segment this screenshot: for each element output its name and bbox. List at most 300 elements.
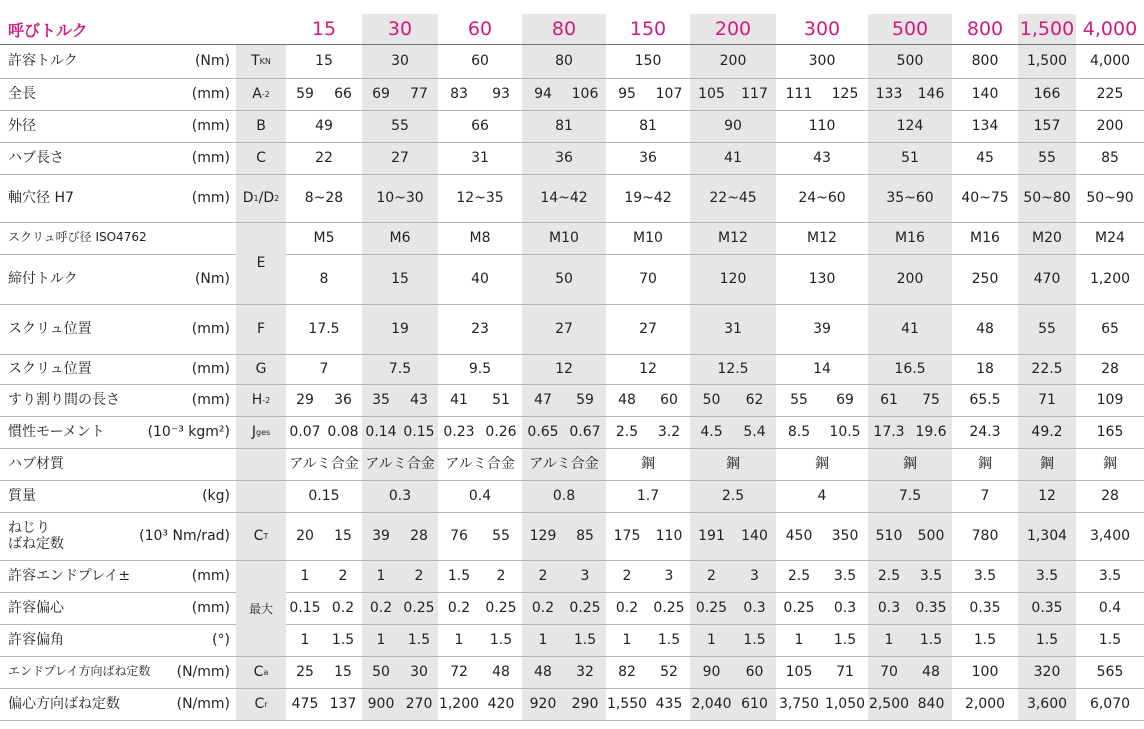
table-cell: 470 — [1033, 271, 1061, 287]
table-cell: 3 — [750, 568, 759, 584]
table-cell: 500 — [917, 528, 945, 544]
table-cell: 3 — [580, 568, 590, 584]
table-cell: 47 — [534, 392, 552, 408]
table-cell: 48 — [492, 664, 510, 680]
table-cell: 27 — [555, 321, 573, 337]
table-cell: 120 — [719, 271, 747, 287]
table-cell: 鋼 — [815, 456, 829, 472]
table-cell: 12 — [555, 361, 573, 377]
table-cell: 3,600 — [1026, 696, 1068, 712]
table-cell: 0.2 — [531, 600, 555, 616]
header-size: 150 — [629, 18, 667, 40]
row-unit: (kg) — [202, 488, 230, 504]
row-label: スクリュ呼び径 ISO4762 — [8, 230, 147, 245]
table-cell: 60 — [660, 392, 678, 408]
table-cell: 48 — [618, 392, 636, 408]
table-cell: 鋼 — [978, 456, 992, 472]
table-cell: 110 — [808, 118, 836, 134]
table-cell: 3.5 — [919, 568, 943, 584]
table-cell: 35 — [372, 392, 390, 408]
table-cell: 8 — [319, 271, 329, 287]
header-size: 30 — [387, 18, 413, 40]
table-cell: 1 — [622, 632, 632, 648]
table-cell: 1 — [884, 632, 894, 648]
table-cell: 鋼 — [1040, 456, 1054, 472]
table-cell: 7 — [980, 488, 990, 504]
row-unit: (mm) — [191, 321, 230, 337]
table-cell: 19~42 — [624, 190, 672, 206]
table-cell: 60 — [471, 53, 489, 69]
table-cell: 81 — [555, 118, 573, 134]
table-cell: 130 — [808, 271, 836, 287]
table-cell: 12 — [1038, 488, 1056, 504]
table-cell: 59 — [576, 392, 594, 408]
row-label: ねじり ばね定数 — [8, 519, 64, 552]
table-cell: 111 — [785, 86, 813, 102]
row-unit: (°) — [212, 632, 230, 648]
table-cell: 320 — [1033, 664, 1061, 680]
table-cell: 24~60 — [798, 190, 846, 206]
row-label: 全長 — [8, 85, 36, 102]
table-cell: 100 — [971, 664, 999, 680]
row-symbol: C — [256, 150, 266, 166]
table-cell: 107 — [655, 86, 683, 102]
table-cell: 36 — [334, 392, 352, 408]
table-cell: 10~30 — [376, 190, 424, 206]
table-cell: M12 — [718, 230, 748, 246]
table-cell: 1.5 — [1035, 632, 1059, 648]
row-label: 外径 — [8, 117, 36, 134]
table-cell: 0.15 — [308, 488, 340, 504]
table-cell: 129 — [529, 528, 557, 544]
table-cell: 290 — [571, 696, 599, 712]
table-cell: 7.5 — [388, 361, 412, 377]
table-cell: 137 — [329, 696, 357, 712]
table-cell: 鋼 — [726, 456, 740, 472]
table-cell: 3,750 — [778, 696, 820, 712]
row-symbol: B — [256, 118, 266, 134]
row-symbol: C a — [253, 664, 269, 680]
table-cell: 0.35 — [969, 600, 1001, 616]
header-label: 呼びトルク — [8, 20, 88, 40]
table-cell: 125 — [831, 86, 859, 102]
table-cell: 83 — [450, 86, 468, 102]
table-cell: 1.5 — [743, 632, 766, 648]
table-cell: M6 — [389, 230, 411, 246]
table-cell: 41 — [901, 321, 919, 337]
table-cell: 30 — [391, 53, 409, 69]
table-cell: 0.14 — [365, 424, 397, 440]
table-cell: 225 — [1096, 86, 1124, 102]
table-cell: 32 — [576, 664, 594, 680]
table-cell: 105 — [698, 86, 725, 102]
table-cell: 1.5 — [833, 632, 857, 648]
table-cell: アルミ合金 — [365, 456, 435, 472]
table-cell: M10 — [633, 230, 663, 246]
table-cell: 17.5 — [308, 321, 340, 337]
table-cell: 106 — [571, 86, 599, 102]
table-cell: 157 — [1033, 118, 1061, 134]
table-cell: 51 — [901, 150, 919, 166]
table-cell: M10 — [549, 230, 579, 246]
table-cell: 0.2 — [369, 600, 393, 616]
table-cell: 50 — [702, 392, 721, 408]
table-cell: 55 — [790, 392, 808, 408]
table-cell: 93 — [492, 86, 510, 102]
table-cell: 3,400 — [1089, 528, 1131, 544]
table-cell: 71 — [836, 664, 854, 680]
table-cell: 250 — [971, 271, 999, 287]
table-cell: 48 — [922, 664, 940, 680]
row-unit: (mm) — [191, 190, 230, 206]
table-cell: 134 — [971, 118, 999, 134]
table-cell: 28 — [410, 528, 428, 544]
table-cell: 3 — [664, 568, 674, 584]
table-cell: 4.5 — [700, 424, 723, 440]
table-cell: 70 — [639, 271, 657, 287]
table-cell: 85 — [576, 528, 594, 544]
table-cell: 1 — [454, 632, 464, 648]
table-cell: 117 — [741, 86, 768, 102]
table-cell: 41 — [724, 150, 742, 166]
table-cell: アルミ合金 — [289, 456, 359, 472]
table-cell: 0.2 — [447, 600, 471, 616]
table-cell: 12 — [639, 361, 657, 377]
table-cell: 4 — [817, 488, 827, 504]
table-cell: 1,200 — [438, 696, 480, 712]
table-cell: 22.5 — [1031, 361, 1063, 377]
table-cell: 0.15 — [403, 424, 435, 440]
table-cell: 0.8 — [552, 488, 576, 504]
header-size: 15 — [311, 18, 337, 40]
table-cell: 0.4 — [1098, 600, 1122, 616]
table-cell: 3.5 — [973, 568, 997, 584]
table-cell: 66 — [334, 86, 352, 102]
table-cell: 14 — [813, 361, 831, 377]
table-cell: 45 — [976, 150, 994, 166]
table-cell: 28 — [1101, 361, 1119, 377]
table-cell: 175 — [613, 528, 641, 544]
table-cell: 7.5 — [898, 488, 922, 504]
table-cell: 133 — [875, 86, 903, 102]
table-cell: 95 — [618, 86, 636, 102]
table-cell: 150 — [634, 53, 662, 69]
table-cell: 8.5 — [787, 424, 811, 440]
table-cell: 900 — [367, 696, 395, 712]
table-cell: 1.5 — [919, 632, 943, 648]
header-size: 80 — [551, 18, 577, 40]
row-unit: (mm) — [191, 600, 230, 616]
table-cell: 31 — [724, 321, 742, 337]
table-cell: 75 — [922, 392, 940, 408]
table-cell: 200 — [896, 271, 924, 287]
row-unit: (Nm) — [194, 271, 230, 287]
table-cell: 140 — [741, 528, 768, 544]
table-cell: 鋼 — [641, 456, 655, 472]
table-cell: 90 — [702, 664, 721, 680]
row-label: 質量 — [8, 487, 36, 504]
table-cell: アルミ合金 — [445, 456, 515, 472]
row-label: 締付トルク — [8, 270, 78, 287]
table-cell: 124 — [896, 118, 924, 134]
table-cell: 300 — [808, 53, 836, 69]
table-cell: 43 — [410, 392, 428, 408]
table-cell: 500 — [896, 53, 924, 69]
table-cell: 59 — [296, 86, 314, 102]
table-cell: 191 — [698, 528, 725, 544]
table-cell: 40~75 — [961, 190, 1009, 206]
table-cell: 0.67 — [569, 424, 601, 440]
table-cell: 20 — [296, 528, 314, 544]
table-cell: 15 — [334, 528, 352, 544]
table-cell: 780 — [971, 528, 999, 544]
table-cell: 77 — [410, 86, 428, 102]
table-cell: 80 — [555, 53, 573, 69]
table-cell: 30 — [410, 664, 428, 680]
table-cell: 1.5 — [657, 632, 681, 648]
table-cell: 39 — [372, 528, 390, 544]
header-size: 800 — [966, 18, 1004, 40]
table-cell: 49.2 — [1031, 424, 1063, 440]
table-cell: 62 — [745, 392, 764, 408]
table-cell: 4,000 — [1089, 53, 1131, 69]
table-cell: 1 — [376, 632, 386, 648]
table-cell: 0.26 — [485, 424, 517, 440]
table-cell: 0.08 — [327, 424, 359, 440]
table-cell: 52 — [660, 664, 678, 680]
row-label: エンドプレイ方向ばね定数 — [8, 664, 151, 679]
table-cell: 435 — [655, 696, 683, 712]
table-cell: 69 — [372, 86, 390, 102]
table-cell: 15 — [315, 53, 333, 69]
table-cell: 94 — [534, 86, 552, 102]
table-cell: 840 — [917, 696, 945, 712]
table-cell: 350 — [831, 528, 859, 544]
table-cell: 0.35 — [1031, 600, 1063, 616]
table-cell: 22 — [315, 150, 333, 166]
table-cell: 0.25 — [569, 600, 601, 616]
table-cell: 1 — [794, 632, 804, 648]
table-cell: 105 — [785, 664, 813, 680]
table-cell: 1.5 — [973, 632, 997, 648]
table-cell: 2.5 — [787, 568, 811, 584]
table-cell: 0.25 — [485, 600, 517, 616]
table-cell: 2.5 — [615, 424, 639, 440]
table-cell: 610 — [741, 696, 768, 712]
row-label: 軸穴径 H7 — [8, 189, 74, 206]
row-symbol: J ges — [251, 424, 271, 440]
row-label: すり割り間の長さ — [8, 391, 120, 408]
table-cell: 55 — [492, 528, 510, 544]
row-unit: (Nm) — [194, 53, 230, 69]
table-cell: 109 — [1096, 392, 1124, 408]
table-cell: 2.5 — [877, 568, 901, 584]
table-cell: 10.5 — [829, 424, 861, 440]
row-unit: (10³ Nm/rad) — [139, 528, 230, 544]
table-cell: 65 — [1101, 321, 1119, 337]
table-cell: 565 — [1096, 664, 1124, 680]
table-cell: M12 — [807, 230, 837, 246]
table-cell: 27 — [391, 150, 409, 166]
table-cell: 7 — [319, 361, 329, 377]
table-cell: 0.2 — [331, 600, 355, 616]
table-cell: 1 — [300, 632, 310, 648]
table-cell: 18 — [976, 361, 994, 377]
table-cell: 50~80 — [1023, 190, 1071, 206]
table-cell: 1,200 — [1089, 271, 1131, 287]
table-cell: 1,550 — [606, 696, 648, 712]
table-cell: 920 — [529, 696, 557, 712]
row-symbol: F — [256, 321, 266, 337]
table-cell: 36 — [555, 150, 573, 166]
table-cell: 25 — [296, 664, 314, 680]
row-label: 慣性モーメント — [8, 423, 105, 440]
table-cell: 50~90 — [1086, 190, 1134, 206]
table-cell: 0.23 — [443, 424, 475, 440]
table-cell: M20 — [1032, 230, 1062, 246]
table-cell: 0.25 — [695, 600, 728, 616]
table-cell: 85 — [1101, 150, 1119, 166]
table-cell: 69 — [836, 392, 854, 408]
table-cell: 55 — [1038, 150, 1056, 166]
row-unit: (mm) — [191, 150, 230, 166]
table-cell: 6,070 — [1089, 696, 1131, 712]
table-cell: 5.4 — [743, 424, 766, 440]
table-cell: 49 — [315, 118, 333, 134]
table-cell: 39 — [813, 321, 831, 337]
row-label: スクリュ位置 — [8, 320, 92, 337]
table-cell: 60 — [745, 664, 764, 680]
table-cell: 70 — [880, 664, 898, 680]
table-cell: 1.5 — [447, 568, 471, 584]
table-cell: 0.15 — [289, 600, 321, 616]
table-cell: 19 — [391, 321, 409, 337]
table-cell: 3.2 — [657, 424, 681, 440]
table-cell: 1,304 — [1026, 528, 1068, 544]
table-cell: 36 — [639, 150, 657, 166]
allowance-symbol: 最大 — [248, 601, 273, 616]
row-label: ハブ材質 — [8, 455, 64, 472]
table-cell: 16.5 — [894, 361, 926, 377]
table-cell: 2,040 — [691, 696, 732, 712]
table-cell: 15 — [391, 271, 409, 287]
table-cell: 50 — [555, 271, 573, 287]
table-cell: 1.5 — [573, 632, 597, 648]
table-cell: 81 — [639, 118, 657, 134]
screw-symbol: E — [256, 255, 266, 271]
table-cell: 9.5 — [468, 361, 492, 377]
header-size: 300 — [803, 18, 841, 40]
table-cell: 165 — [1096, 424, 1124, 440]
table-cell: 8~28 — [304, 190, 344, 206]
table-cell: 3.5 — [1098, 568, 1122, 584]
table-cell: 12.5 — [717, 361, 749, 377]
table-cell: 71 — [1038, 392, 1056, 408]
table-cell: 1,500 — [1026, 53, 1068, 69]
row-label: ハブ長さ — [8, 149, 64, 166]
row-symbol: C T — [253, 528, 269, 544]
row-label: 許容偏角 — [8, 631, 64, 648]
table-cell: 1.5 — [331, 632, 355, 648]
header-size: 200 — [714, 18, 752, 40]
row-unit: (mm) — [191, 568, 230, 584]
row-symbol: H -2 — [251, 392, 271, 408]
header-size: 1,500 — [1019, 18, 1075, 40]
table-cell: 61 — [880, 392, 898, 408]
table-cell: 0.65 — [527, 424, 559, 440]
table-cell: 2 — [707, 568, 716, 584]
row-unit: (N/mm) — [176, 696, 230, 712]
row-label: 偏心方向ばね定数 — [8, 695, 120, 712]
table-cell: 48 — [976, 321, 994, 337]
table-cell: 270 — [405, 696, 433, 712]
table-cell: 420 — [487, 696, 515, 712]
table-cell: 1 — [707, 632, 716, 648]
table-cell: 1 — [376, 568, 386, 584]
table-cell: 55 — [391, 118, 409, 134]
table-cell: 41 — [450, 392, 468, 408]
table-cell: 1.5 — [407, 632, 431, 648]
table-cell: M8 — [469, 230, 491, 246]
table-cell: 12~35 — [456, 190, 504, 206]
table-cell: 31 — [471, 150, 489, 166]
table-cell: 40 — [471, 271, 489, 287]
table-cell: 166 — [1033, 86, 1061, 102]
table-cell: 2,500 — [868, 696, 910, 712]
table-cell: 17.3 — [873, 424, 905, 440]
table-cell: 2.5 — [721, 488, 745, 504]
table-cell: 146 — [917, 86, 945, 102]
row-label: 許容トルク — [8, 52, 78, 69]
table-cell: 23 — [471, 321, 489, 337]
table-cell: 14~42 — [540, 190, 588, 206]
header-size: 500 — [891, 18, 929, 40]
table-cell: M16 — [895, 230, 925, 246]
table-cell: M24 — [1095, 230, 1125, 246]
table-cell: 1 — [538, 632, 548, 648]
table-cell: 0.2 — [615, 600, 639, 616]
table-cell: M16 — [970, 230, 1000, 246]
row-label: 許容偏心 — [8, 599, 64, 616]
table-cell: 510 — [875, 528, 903, 544]
table-cell: 0.4 — [468, 488, 492, 504]
table-cell: 0.25 — [403, 600, 435, 616]
row-symbol: D 1 /D 2 — [242, 190, 280, 206]
table-cell: 15 — [334, 664, 352, 680]
row-unit: (mm) — [191, 86, 230, 102]
row-unit: (mm) — [191, 392, 230, 408]
table-cell: 1.7 — [636, 488, 660, 504]
row-symbol: C r — [254, 696, 268, 712]
table-cell: 35~60 — [886, 190, 934, 206]
table-cell: 43 — [813, 150, 831, 166]
table-cell: 51 — [492, 392, 510, 408]
table-cell: 22~45 — [709, 190, 757, 206]
row-symbol: T KN — [251, 53, 271, 69]
table-cell: 2 — [338, 568, 348, 584]
table-cell: 0.3 — [833, 600, 857, 616]
table-cell: 48 — [534, 664, 552, 680]
table-cell: 2,000 — [964, 696, 1006, 712]
table-cell: 66 — [471, 118, 489, 134]
row-symbol: G — [255, 361, 267, 377]
table-cell: 82 — [618, 664, 636, 680]
table-cell: 140 — [971, 86, 999, 102]
table-cell: 1,050 — [824, 696, 866, 712]
table-cell: 0.3 — [388, 488, 412, 504]
table-cell: 1 — [300, 568, 310, 584]
row-divider — [0, 720, 1144, 721]
